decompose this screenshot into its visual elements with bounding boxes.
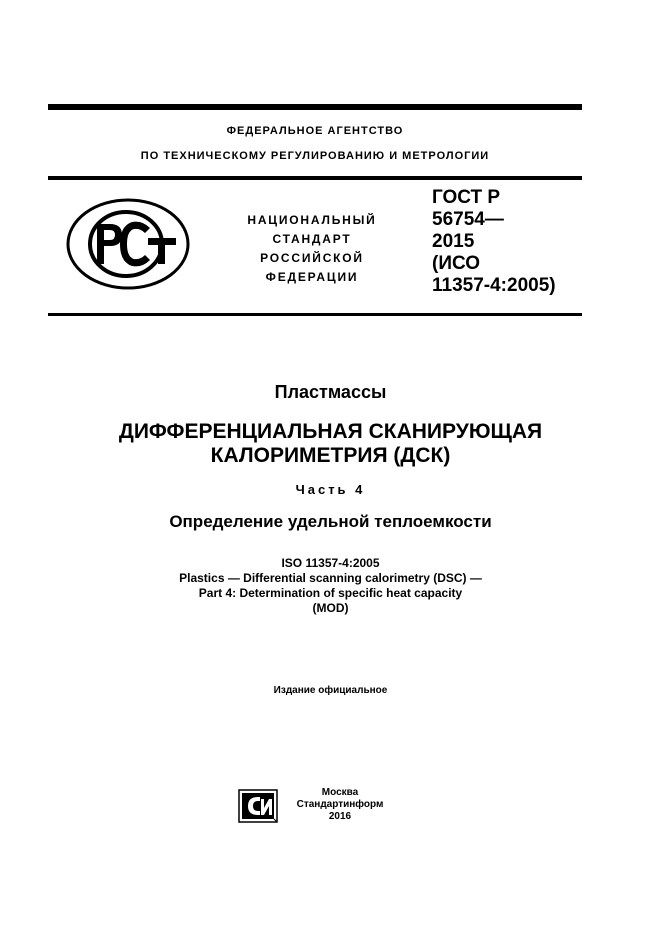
designation-line: (ИСО — [432, 253, 481, 274]
iso-reference — [0, 556, 661, 616]
designation-line: ГОСТ Р — [432, 187, 501, 208]
standartinform-logo-icon — [238, 789, 278, 823]
gost-r-certification-mark-icon — [66, 198, 190, 290]
national-standard-line: РОССИЙСКОЙ — [260, 251, 364, 265]
main-title — [0, 420, 661, 468]
national-standard-line: СТАНДАРТ — [272, 232, 352, 246]
agency-line-2: ПО ТЕХНИЧЕСКОМУ РЕГУЛИРОВАНИЮ И МЕТРОЛОГИИ — [140, 150, 490, 162]
iso-reference-line: Part 4: Determination of specific heat capacity — [198, 586, 463, 600]
category-title: Пластмассы — [274, 382, 387, 402]
iso-reference-line: (MOD) — [312, 601, 349, 615]
main-title-line-1: ДИФФЕРЕНЦИАЛЬНАЯ СКАНИРУЮЩАЯ — [118, 420, 543, 443]
iso-reference-line: ISO 11357-4:2005 — [281, 556, 380, 570]
iso-reference-line: Plastics — Differential scanning calorimetry (DSC) — — [179, 571, 482, 585]
national-standard-line: НАЦИОНАЛЬНЫЙ — [247, 213, 377, 227]
agency-line-1: ФЕДЕРАЛЬНОЕ АГЕНТСТВО — [226, 125, 404, 137]
designation-line: 11357-4:2005) — [432, 275, 556, 296]
edition-label: Издание официальное — [273, 685, 388, 696]
national-standard-line: ФЕДЕРАЦИИ — [265, 270, 359, 284]
designation-line: 56754— — [432, 209, 504, 230]
main-title-line-2: КАЛОРИМЕТРИЯ (ДСК) — [210, 444, 451, 467]
part-label: Часть 4 — [295, 482, 366, 497]
publisher-city: Москва — [321, 787, 359, 798]
header-divider-rule — [48, 176, 582, 180]
publisher-name: Стандартинформ — [296, 799, 384, 810]
subtitle: Определение удельной теплоемкости — [169, 512, 492, 531]
designation-line: 2015 — [432, 231, 475, 252]
publisher-year: 2016 — [328, 811, 352, 822]
national-standard-label — [226, 211, 398, 287]
standard-designation — [432, 187, 556, 297]
top-thick-rule — [48, 104, 582, 110]
publisher-block — [290, 787, 390, 823]
header-bottom-rule — [48, 313, 582, 316]
